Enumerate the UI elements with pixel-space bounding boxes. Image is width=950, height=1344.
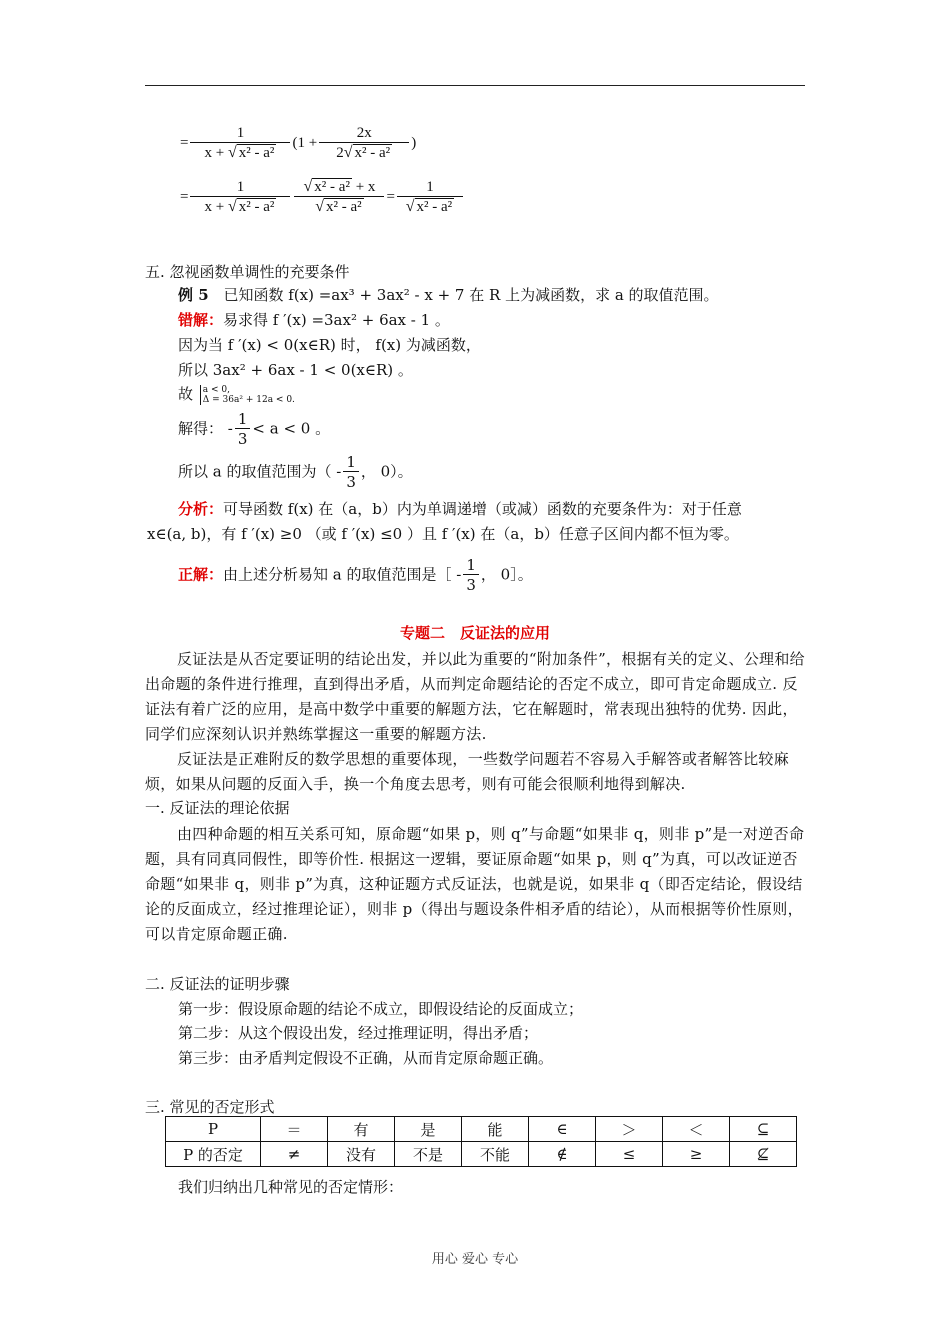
example-5 (178, 284, 719, 305)
table-row (166, 1117, 797, 1142)
subheading-1: 一. 反证法的理论依据 (145, 799, 290, 817)
table-cell: 能 (462, 1117, 529, 1142)
equation-line-2: = $\frac{1}{\text{x + √ x² - a²}}$ $\frac{\text{√ x² - a² + x}}{\text{√ x² - a²}}$ = $\frac{1}{\text{√ x² - a²}}$ (180, 178, 465, 217)
table-cell: ≥ (663, 1142, 730, 1167)
wrong-text: 易求得 f ′(x) =3ax² + 6ax - 1 。 (223, 311, 450, 329)
equation-line-1: = $\frac{1}{\text{x + √ x² - a²}}$ (1 + $\frac{2x}{\text{2√ x² - a²}}$ ) (180, 125, 417, 161)
table-cell: ∈ (529, 1117, 596, 1142)
section-5-heading: 五. 忽视函数单调性的充要条件 (145, 263, 350, 281)
table-cell: ≤ (596, 1142, 663, 1167)
correct-solution: 正解：由上述分析易知 a 的取值范围是［ - $\frac{1}{3}$ ， 0］。 (178, 556, 533, 594)
table-cell: ＞ (596, 1117, 663, 1142)
table-cell: 不是 (395, 1142, 462, 1167)
example-text: 已知函数 f(x) =ax³ + 3ax² - x + 7 在 R 上为减函数，求 a 的取值范围。 (223, 286, 719, 304)
header-rule (145, 85, 805, 86)
analysis-label: 分析： (178, 500, 224, 518)
table-cell: ⊆ (730, 1117, 797, 1142)
table-cell: ＜ (663, 1117, 730, 1142)
negation-table (165, 1116, 797, 1167)
condition-2: Δ = 36a² + 12a < 0. (202, 395, 295, 405)
table-cell: 是 (395, 1117, 462, 1142)
table-cell: ＝ (261, 1117, 328, 1142)
subheading-2: 二. 反证法的证明步骤 (145, 975, 290, 993)
paragraph-1: 反证法是从否定要证明的结论出发，并以此为重要的“附加条件”，根据有关的定义、公理和给出命题的条件进行推理，直到得出矛盾，从而判定命题结论的否定不成立，即可肯定命题成立. 反证法有着广泛的应用，是高中数学中重要的解题方法，它在解题时，常表现出独特的优势. 因此，同学们应深刻认识并熟练掌握这一重要的解题方法. (145, 650, 805, 743)
solution-line-1: 因为当 f ′(x) < 0(x∈R) 时， f(x) 为减函数， (178, 336, 481, 354)
analysis-line-2: x∈(a, b)，有 f ′(x) ≥0 （或 f ′(x) ≤0 ）且 f ′(x) 在（a，b）任意子区间内都不恒为零。 (147, 525, 739, 543)
table-cell: 有 (328, 1117, 395, 1142)
step-3: 第三步：由矛盾判定假设不正确，从而肯定原命题正确。 (178, 1049, 554, 1067)
wrong-solution (178, 309, 450, 330)
page-footer: 用心 爱心 专心 (431, 1252, 519, 1267)
table-cell: 没有 (328, 1142, 395, 1167)
subheading-3: 三. 常见的否定形式 (145, 1098, 275, 1116)
paragraph-2: 反证法是正难附反的数学思想的重要体现，一些数学问题若不容易入手解答或者解答比较麻烦，如果从问题的反面入手，换一个角度去思考，则有可能会很顺利地得到解决. (145, 750, 790, 793)
table-cell: ∉ (529, 1142, 596, 1167)
table-row (166, 1142, 797, 1167)
wrong-label: 错解： (178, 311, 224, 329)
table-cell: ≠ (261, 1142, 328, 1167)
example-label: 例 5 (178, 286, 209, 304)
table-cell: ⊈ (730, 1142, 797, 1167)
correct-label: 正解： (178, 565, 224, 584)
step-2: 第二步：从这个假设出发，经过推理证明，得出矛盾； (178, 1024, 539, 1042)
solution-line-2: 所以 3ax² + 6ax - 1 < 0(x∈R) 。 (178, 361, 413, 379)
topic-title: 专题二 反证法的应用 (399, 624, 550, 642)
step-1: 第一步：假设原命题的结论不成立，即假设结论的反面成立； (178, 1000, 584, 1018)
solution-line-4: 解得： - $\frac{1}{3}$ < a < 0 。 (178, 410, 331, 448)
solution-line-5: 所以 a 的取值范围为（ - $\frac{1}{3}$ ， 0）。 (178, 453, 413, 491)
paragraph-3: 由四种命题的相互关系可知，原命题“如果 p，则 q”与命题“如果非 q，则非 p”是一对逆否命题，具有同真同假性，即等价性. 根据这一逻辑，要证原命题“如果 p，则 q”为真，可以改证逆否命题“如果非 q，则非 p”为真，这种证题方式反证法，也就是说，如果非 q（即否定结论，假设结论的反面成立，经过推理论证），则非 p（得出与题设条件相矛盾的结论），从而根据等价性原则，可以肯定原命题正确. (145, 825, 805, 943)
table-cell: P (166, 1117, 261, 1142)
analysis-line-1: 分析：可导函数 f(x) 在（a，b）内为单调递增（或减）函数的充要条件为：对于任意 (178, 500, 742, 518)
condition-1: a < 0, (202, 385, 231, 395)
solution-line-3: 故 a < 0, Δ = 36a² + 12a < 0. (178, 385, 295, 405)
table-cell: 不能 (462, 1142, 529, 1167)
after-table-text: 我们归纳出几种常见的否定情形： (178, 1178, 404, 1196)
table-cell: P 的否定 (166, 1142, 261, 1167)
